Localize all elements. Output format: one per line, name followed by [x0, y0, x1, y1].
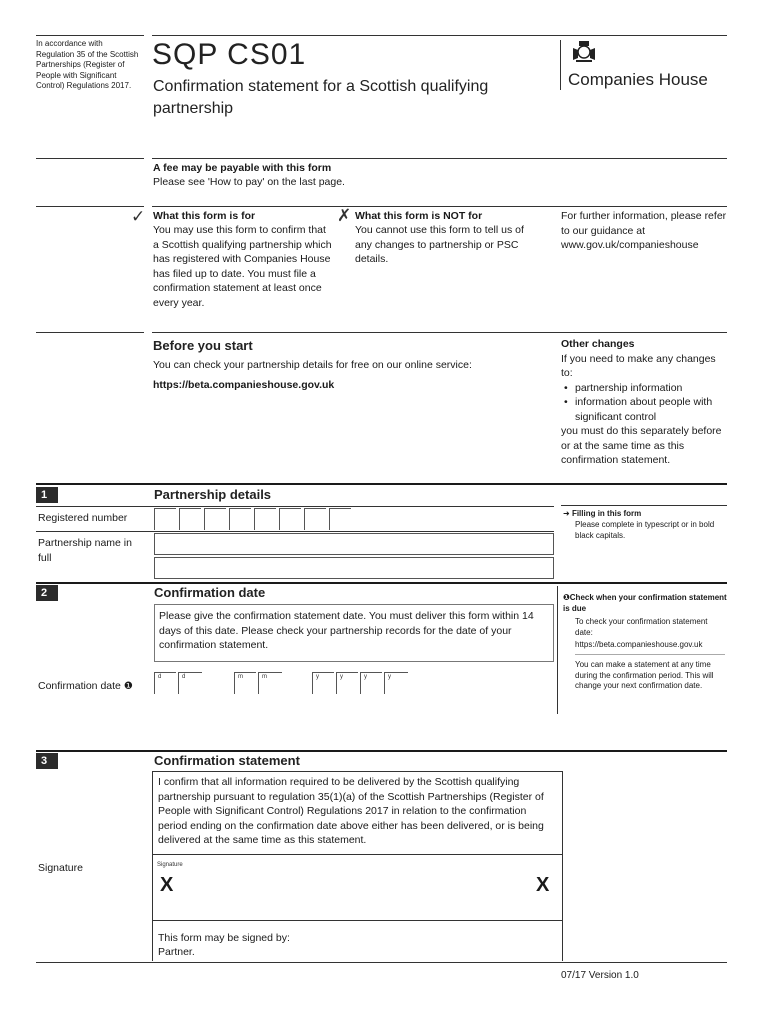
- section1-rule-2: [36, 531, 554, 532]
- other-changes-outro: you must do this separately before or at the same time as this confirmation statement.: [561, 425, 722, 466]
- before-rule-left: [36, 332, 144, 333]
- help2-title: [563, 593, 728, 614]
- section2-number: 2: [36, 585, 58, 601]
- section3-right-border: [562, 771, 563, 961]
- sign-here-x-icon: X: [536, 874, 550, 896]
- help1-title: [563, 509, 641, 520]
- section2-title: Confirmation date: [154, 585, 266, 600]
- help2-text1: To check your confirmation statement date:: [575, 617, 708, 637]
- partnership-name-label: Partnership name in full: [38, 537, 132, 564]
- help2-text2: You can make a statement at any time during the confirmation period. This will change your next confirmation date.: [575, 660, 714, 690]
- signature-label: Signature: [38, 862, 83, 874]
- signature-mini-label: Signature: [157, 862, 183, 868]
- date-mark: d: [182, 674, 186, 680]
- before-url[interactable]: https://beta.companieshouse.gov.uk: [153, 379, 335, 391]
- registered-number-input[interactable]: [154, 508, 354, 530]
- sign-here-x-icon: X: [160, 874, 174, 896]
- partnership-name-input-2[interactable]: [154, 557, 554, 579]
- info-icon: ❶: [563, 593, 570, 602]
- section3-rule-2: [152, 854, 562, 855]
- other-changes-intro: If you need to make any changes to:: [561, 352, 716, 379]
- before-text: You can check your partnership details for free on our online service:: [153, 359, 472, 371]
- confirmation-statement-text: I confirm that all information required to be delivered by the Scottish qualifying partnership pursuant to regulation 35(1)(a) of the Scottish Partnerships (Register of People with Significant Control) Regulations 2017 in relation to the confirmation period ending on the confirmation date above either has been delivered, or is being delivered at the same time as this statement.: [158, 776, 544, 846]
- is-for-title: What this form is for: [153, 210, 256, 222]
- further-info: For further information, please refer to our guidance at www.gov.uk/companieshouse: [561, 210, 727, 251]
- confirmation-date-label: [38, 679, 133, 695]
- confirmation-date-input[interactable]: [154, 672, 414, 694]
- section1-rule: [36, 483, 727, 485]
- header-rule-left: [36, 35, 144, 36]
- arrow-icon: ➜: [563, 509, 572, 518]
- partnership-name-input-1[interactable]: [154, 533, 554, 555]
- royal-crest-icon: [570, 40, 598, 64]
- regulation-note: In accordance with Regulation 35 of the Scottish Partnerships (Register of People with Significant Control) Regulations 2017.: [36, 39, 139, 90]
- bottom-rule: [36, 962, 727, 963]
- tick-icon: ✓: [131, 207, 146, 226]
- signature-input[interactable]: [154, 856, 560, 920]
- fee-rule-left: [36, 158, 144, 159]
- section3-subrule: [152, 771, 562, 772]
- org-name: Companies House: [568, 70, 708, 89]
- signed-by-line1: This form may be signed by:: [158, 932, 290, 944]
- purpose-rule-left: [36, 206, 144, 207]
- help1-title-text: Filling in this form: [571, 509, 642, 518]
- help2-title-text: Check when your confirmation statement is due: [563, 593, 727, 613]
- help2-subrule: [575, 654, 725, 655]
- date-mark: m: [238, 674, 243, 680]
- section3-left-border: [152, 771, 153, 961]
- form-title: Confirmation statement for a Scottish qualifying partnership: [153, 78, 489, 117]
- section3-title: Confirmation statement: [154, 753, 300, 768]
- help1-rule: [561, 505, 727, 506]
- section1-number: 1: [36, 487, 58, 503]
- other-changes-item: • partnership information: [561, 381, 729, 396]
- section1-title: Partnership details: [154, 487, 272, 502]
- date-mark: d: [158, 674, 162, 680]
- fee-rule-main: [152, 158, 727, 159]
- other-changes-title: Other changes: [561, 338, 635, 350]
- header-divider: [560, 40, 561, 90]
- form-code: SQP CS01: [152, 38, 307, 71]
- fee-title: A fee may be payable with this form: [153, 162, 332, 174]
- date-mark: y: [340, 674, 343, 680]
- not-for-title: What this form is NOT for: [355, 210, 483, 222]
- info-icon: ❶: [123, 681, 133, 692]
- help2-divider: [557, 586, 558, 714]
- confirmation-date-label-text: Confirmation date: [38, 680, 121, 692]
- other-changes-item: • information about people with significant control: [561, 395, 729, 424]
- section3-rule-3: [152, 920, 562, 921]
- section2-rule: [36, 582, 727, 584]
- not-for-text: You cannot use this form to tell us of any changes to partnership or PSC details.: [355, 224, 524, 265]
- date-mark: y: [316, 674, 319, 680]
- section2-instructions: Please give the confirmation statement date. You must deliver this form within 14 days of this date. Please check your partnership records for the date of your confirmation statement.: [159, 610, 534, 651]
- section1-subrule: [36, 506, 554, 507]
- purpose-rule-main: [152, 206, 727, 207]
- signed-by-line2: Partner.: [158, 946, 195, 958]
- fee-text: Please see 'How to pay' on the last page.: [153, 176, 345, 188]
- header-rule-main: [152, 35, 727, 36]
- before-title: Before you start: [153, 338, 253, 353]
- other-changes: [561, 337, 729, 468]
- version-label: 07/17 Version 1.0: [561, 970, 639, 981]
- before-rule-main: [152, 332, 727, 333]
- date-mark: y: [364, 674, 367, 680]
- registered-number-label: Registered number: [38, 512, 128, 524]
- help2-url[interactable]: https://beta.companieshouse.gov.uk: [575, 640, 703, 649]
- cross-icon: ✗: [337, 206, 352, 225]
- section3-number: 3: [36, 753, 58, 769]
- help1-text: Please complete in typescript or in bold black capitals.: [575, 520, 715, 540]
- section3-rule: [36, 750, 727, 752]
- is-for-text: You may use this form to confirm that a Scottish qualifying partnership which has registered with Companies House has filed up to date. You must file a confirmation statement at least once every year.: [153, 224, 332, 309]
- date-mark: m: [262, 674, 267, 680]
- date-mark: y: [388, 674, 391, 680]
